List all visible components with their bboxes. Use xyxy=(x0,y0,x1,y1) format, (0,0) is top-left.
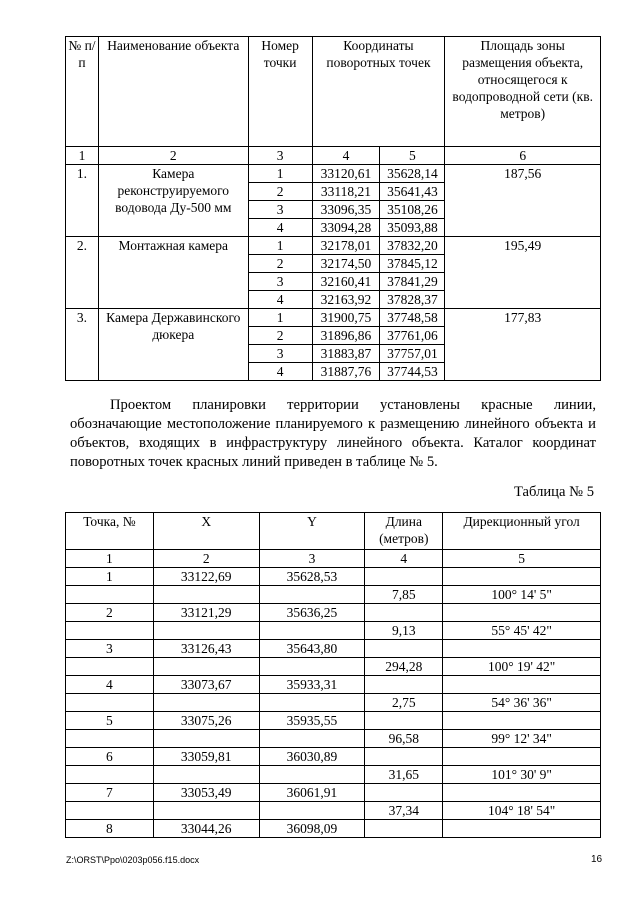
empty-cell xyxy=(153,766,259,784)
empty-cell xyxy=(443,820,601,838)
coord-y: 37748,58 xyxy=(380,309,445,327)
segment-length: 294,28 xyxy=(365,658,443,676)
zone-area: 177,83 xyxy=(445,309,601,381)
point-number: 2 xyxy=(248,255,312,273)
empty-cell xyxy=(259,622,365,640)
empty-cell xyxy=(365,820,443,838)
empty-cell xyxy=(365,712,443,730)
direction-angle: 99° 12' 34" xyxy=(443,730,601,748)
empty-cell xyxy=(443,640,601,658)
empty-cell xyxy=(259,802,365,820)
coord-x: 33121,29 xyxy=(153,604,259,622)
table5-point-row xyxy=(66,640,601,658)
coord-y: 35628,14 xyxy=(380,165,445,183)
empty-cell xyxy=(443,748,601,766)
empty-cell xyxy=(365,640,443,658)
column-number: 2 xyxy=(98,147,248,165)
empty-cell xyxy=(153,802,259,820)
object-name: Камера Державинского дюкера xyxy=(98,309,248,381)
table5-segment-row xyxy=(66,802,601,820)
red-lines-coordinates-table xyxy=(65,512,601,838)
point-number: 2 xyxy=(66,604,154,622)
empty-cell xyxy=(365,604,443,622)
object-number: 1. xyxy=(66,165,99,237)
segment-length: 31,65 xyxy=(365,766,443,784)
coord-y: 37757,01 xyxy=(380,345,445,363)
coord-x: 33059,81 xyxy=(153,748,259,766)
table5-header: Дирекционный угол xyxy=(443,513,601,550)
coord-y: 37845,12 xyxy=(380,255,445,273)
coord-y: 37841,29 xyxy=(380,273,445,291)
empty-cell xyxy=(153,586,259,604)
coord-y: 36030,89 xyxy=(259,748,365,766)
coord-y: 36061,91 xyxy=(259,784,365,802)
point-number: 6 xyxy=(66,748,154,766)
point-number: 8 xyxy=(66,820,154,838)
direction-angle: 54° 36' 36" xyxy=(443,694,601,712)
header-zone-area: Площадь зоны размещения объекта, относящегося к водопроводной сети (кв. метров) xyxy=(445,37,601,147)
coord-y: 35935,55 xyxy=(259,712,365,730)
header-object-name: Наименование объекта xyxy=(98,37,248,147)
empty-cell xyxy=(66,802,154,820)
table5-header: Точка, № xyxy=(66,513,154,550)
point-number: 3 xyxy=(248,273,312,291)
point-number: 3 xyxy=(248,201,312,219)
point-number: 1 xyxy=(248,165,312,183)
coord-y: 36098,09 xyxy=(259,820,365,838)
coord-y: 37828,37 xyxy=(380,291,445,309)
direction-angle: 55° 45' 42" xyxy=(443,622,601,640)
segment-length: 7,85 xyxy=(365,586,443,604)
table4-row xyxy=(66,237,601,255)
object-name: Камера реконструируемого водовода Ду-500 мм xyxy=(98,165,248,237)
table5-segment-row xyxy=(66,694,601,712)
coord-x: 32163,92 xyxy=(312,291,380,309)
header-number: № п/п xyxy=(66,37,99,147)
empty-cell xyxy=(365,748,443,766)
point-number: 3 xyxy=(66,640,154,658)
direction-angle: 101° 30' 9" xyxy=(443,766,601,784)
coord-x: 33044,26 xyxy=(153,820,259,838)
table5-segment-row xyxy=(66,730,601,748)
point-number: 1 xyxy=(66,568,154,586)
direction-angle: 100° 19' 42" xyxy=(443,658,601,676)
coord-y: 35108,26 xyxy=(380,201,445,219)
footer-file-path: Z:\ORST\Ppo\0203p056.f15.docx xyxy=(66,855,200,865)
coord-y: 35636,25 xyxy=(259,604,365,622)
empty-cell xyxy=(66,586,154,604)
empty-cell xyxy=(443,784,601,802)
object-number: 2. xyxy=(66,237,99,309)
table5-point-row xyxy=(66,676,601,694)
column-number: 3 xyxy=(248,147,312,165)
segment-length: 96,58 xyxy=(365,730,443,748)
empty-cell xyxy=(259,694,365,712)
empty-cell xyxy=(153,730,259,748)
empty-cell xyxy=(66,730,154,748)
column-number: 2 xyxy=(153,550,259,568)
segment-length: 37,34 xyxy=(365,802,443,820)
empty-cell xyxy=(259,586,365,604)
coord-x: 31896,86 xyxy=(312,327,380,345)
table5-point-row xyxy=(66,604,601,622)
table5-header: X xyxy=(153,513,259,550)
coord-x: 32174,50 xyxy=(312,255,380,273)
direction-angle: 100° 14' 5" xyxy=(443,586,601,604)
coord-x: 32160,41 xyxy=(312,273,380,291)
segment-length: 2,75 xyxy=(365,694,443,712)
empty-cell xyxy=(443,712,601,730)
point-number: 3 xyxy=(248,345,312,363)
point-number: 1 xyxy=(248,237,312,255)
coord-y: 37832,20 xyxy=(380,237,445,255)
table5-segment-row xyxy=(66,766,601,784)
empty-cell xyxy=(66,766,154,784)
table5-header: Длина (метров) xyxy=(365,513,443,550)
coord-x: 33053,49 xyxy=(153,784,259,802)
page-number: 16 xyxy=(591,854,603,865)
empty-cell xyxy=(443,604,601,622)
table5-header: Y xyxy=(259,513,365,550)
point-number: 2 xyxy=(248,327,312,345)
empty-cell xyxy=(443,676,601,694)
column-number: 5 xyxy=(380,147,445,165)
object-number: 3. xyxy=(66,309,99,381)
table5-header-row xyxy=(66,513,601,550)
coord-y: 35643,80 xyxy=(259,640,365,658)
coord-y: 35628,53 xyxy=(259,568,365,586)
column-number: 4 xyxy=(365,550,443,568)
coord-x: 31900,75 xyxy=(312,309,380,327)
column-number: 4 xyxy=(312,147,380,165)
coord-y: 35093,88 xyxy=(380,219,445,237)
coord-x: 33122,69 xyxy=(153,568,259,586)
column-number: 1 xyxy=(66,550,154,568)
empty-cell xyxy=(443,568,601,586)
table4-row xyxy=(66,309,601,327)
table5-segment-row xyxy=(66,622,601,640)
coord-x: 33073,67 xyxy=(153,676,259,694)
table5-point-row xyxy=(66,784,601,802)
point-number: 4 xyxy=(248,219,312,237)
point-number: 5 xyxy=(66,712,154,730)
coord-x: 33096,35 xyxy=(312,201,380,219)
coord-x: 33126,43 xyxy=(153,640,259,658)
coord-x: 31883,87 xyxy=(312,345,380,363)
column-number: 5 xyxy=(443,550,601,568)
direction-angle: 104° 18' 54" xyxy=(443,802,601,820)
coord-x: 33075,26 xyxy=(153,712,259,730)
objects-coordinates-table xyxy=(65,36,601,381)
table4-header-row xyxy=(66,37,601,147)
table5-segment-row xyxy=(66,586,601,604)
empty-cell xyxy=(259,766,365,784)
empty-cell xyxy=(153,622,259,640)
table5-point-row xyxy=(66,568,601,586)
empty-cell xyxy=(66,622,154,640)
point-number: 4 xyxy=(66,676,154,694)
table5-point-row xyxy=(66,820,601,838)
coord-x: 31887,76 xyxy=(312,363,380,381)
empty-cell xyxy=(153,658,259,676)
table4-row xyxy=(66,165,601,183)
empty-cell xyxy=(365,676,443,694)
coord-y: 35933,31 xyxy=(259,676,365,694)
segment-length: 9,13 xyxy=(365,622,443,640)
red-lines-paragraph: Проектом планировки территории установлены красные линии, обозначающие местоположение планируемого к размещению линейного объекта и объектов, входящих в инфраструктуру линейного объекта. Каталог координат поворотных точек красных линий приведен в таблице № 5. xyxy=(70,397,596,470)
point-number: 7 xyxy=(66,784,154,802)
empty-cell xyxy=(66,694,154,712)
empty-cell xyxy=(365,784,443,802)
table5-caption: Таблица № 5 xyxy=(514,484,594,500)
empty-cell xyxy=(153,694,259,712)
point-number: 1 xyxy=(248,309,312,327)
zone-area: 195,49 xyxy=(445,237,601,309)
object-name: Монтажная камера xyxy=(98,237,248,309)
table5-point-row xyxy=(66,748,601,766)
coord-x: 33094,28 xyxy=(312,219,380,237)
header-coordinates: Координаты поворотных точек xyxy=(312,37,445,147)
table5-point-row xyxy=(66,712,601,730)
coord-x: 33118,21 xyxy=(312,183,380,201)
coord-y: 37744,53 xyxy=(380,363,445,381)
header-point-number: Номер точки xyxy=(248,37,312,147)
coord-x: 32178,01 xyxy=(312,237,380,255)
column-number: 3 xyxy=(259,550,365,568)
point-number: 4 xyxy=(248,291,312,309)
empty-cell xyxy=(365,568,443,586)
empty-cell xyxy=(66,658,154,676)
zone-area: 187,56 xyxy=(445,165,601,237)
empty-cell xyxy=(259,730,365,748)
table4-column-numbers xyxy=(66,147,601,165)
table5-segment-row xyxy=(66,658,601,676)
coord-x: 33120,61 xyxy=(312,165,380,183)
coord-y: 37761,06 xyxy=(380,327,445,345)
table5-column-numbers xyxy=(66,550,601,568)
point-number: 4 xyxy=(248,363,312,381)
column-number: 6 xyxy=(445,147,601,165)
coord-y: 35641,43 xyxy=(380,183,445,201)
empty-cell xyxy=(259,658,365,676)
point-number: 2 xyxy=(248,183,312,201)
column-number: 1 xyxy=(66,147,99,165)
